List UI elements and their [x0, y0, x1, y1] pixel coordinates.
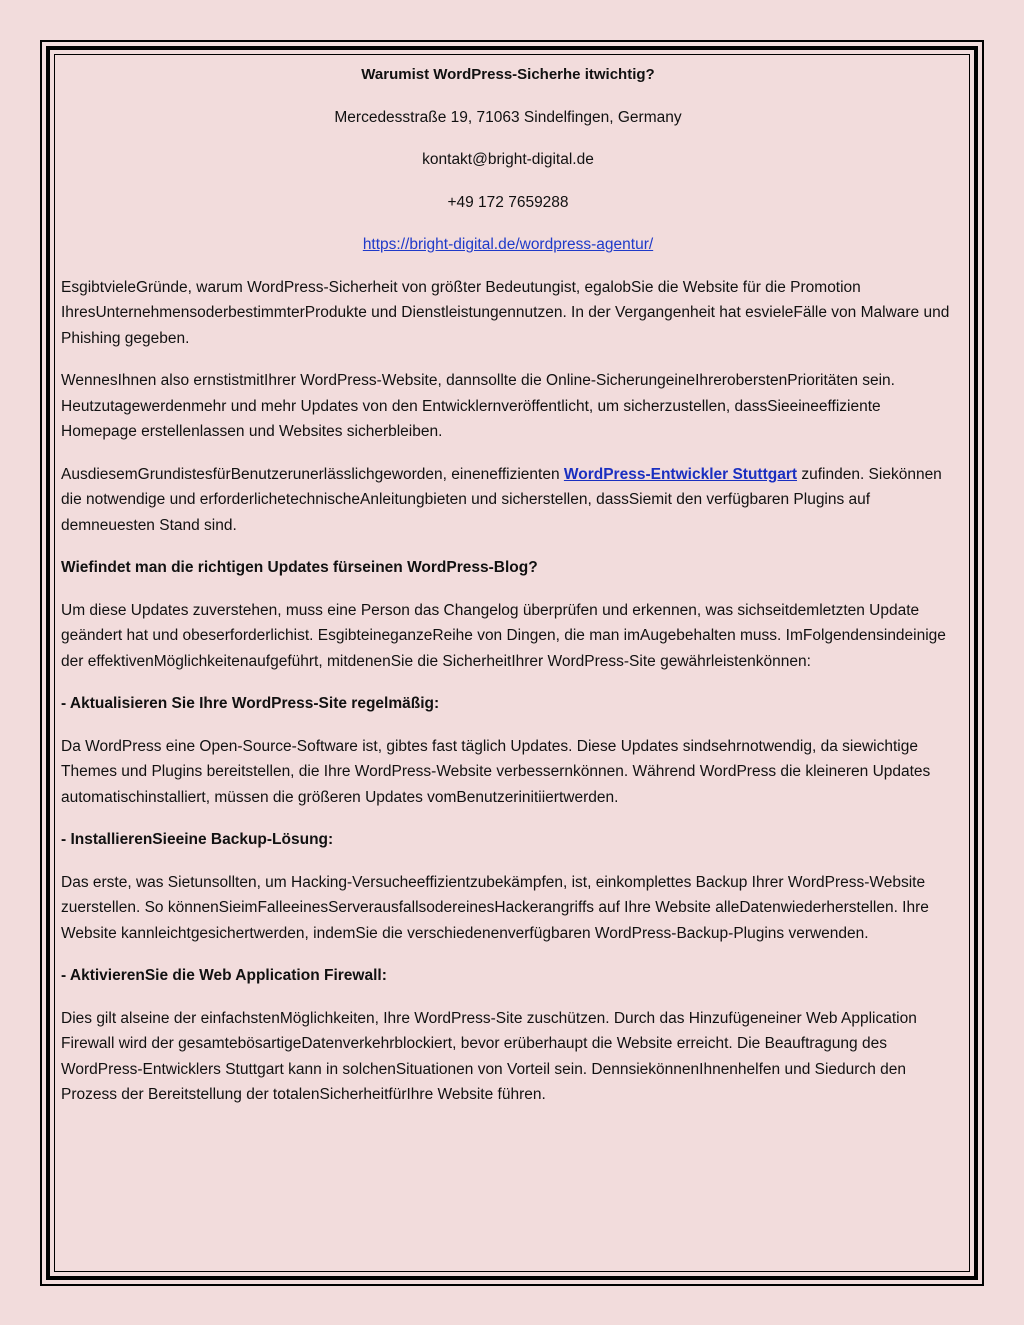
contact-url-line — [61, 232, 955, 258]
paragraph-update-regularly: Da WordPress eine Open-Source-Software ist, gibtes fast täglich Updates. Diese Updates sindsehrnotwendig, da siewichtige Themes und Plugins bereitstellen, die Ihre WordPress-Website verbessernkönnen. Während WordPress die kleineren Updates automatischinstalliert, müssen die größeren Updates vomBenutzerinitiiertwerden. — [61, 737, 931, 806]
paragraph-firewall: Dies gilt alseine der einfachstenMöglichkeiten, Ihre WordPress-Site zuschützen. Durch das Hinzufügeneiner Web Application Firewall wird der gesamtebösartigeDatenverkehrblockiert, bevor erüberhaupt die Website erreicht. Die Beauftragung des WordPress-Entwicklers Stuttgart kann in solchenSituationen von Vorteil sein. DennsiekönnenIhnenhelfen und Siedurch den Prozess der Bereitstellung der totalenSicherheitfürIhre Website führen. — [61, 1009, 917, 1103]
contact-email: kontakt@bright-digital.de — [422, 151, 594, 168]
paragraph-priority: WennesIhnen also ernstistmitIhrer WordPress-Website, dannsollte die Online-SicherungeineIhreroberstenPrioritäten sein. Heutzutagewerdenmehr und mehr Updates von den Entwicklernveröffentlicht, um sicherzustellen, dassSieeineeffiziente Homepage erstellenlassen und Websites sicherbleiben. — [61, 372, 895, 440]
paragraph-intro: EsgibtvieleGründe, warum WordPress-Sicherheit von größter Bedeutungist, egalobSie die Website für die Promotion IhresUnternehmensoderbestimmterProdukte und Dienstleistungennutzen. In der Vergangenheit hat esvieleFälle von Malware und Phishing gegeben. — [61, 278, 950, 347]
paragraph-changelog: Um diese Updates zuverstehen, muss eine Person das Changelog überprüfen und erkennen, was sichseitdemletzten Update geändert hat und obeserforderlichist. EsgibteineganzeReihe von Dingen, die man imAugebehalten muss. ImFolgendensindeinige der effektivenMöglichkeitenaufgeführt, mitdenenSie die SicherheitIhrer WordPress-Site gewährleistenkönnen: — [61, 601, 946, 670]
heading-firewall: - AktivierenSie die Web Application Firewall: — [61, 967, 387, 984]
agency-url-link[interactable]: https://bright-digital.de/wordpress-agentur/ — [362, 236, 654, 253]
document-title: Warumist WordPress-Sicherhe itwichtig? — [361, 66, 655, 83]
contact-address: Mercedesstraße 19, 71063 Sindelfingen, Germany — [334, 108, 682, 126]
paragraph-developer-text-before: AusdiesemGrundistesfürBenutzerunerlässlichgeworden, eineneffizienten — [61, 465, 564, 483]
document-content — [61, 62, 955, 1125]
heading-updates: Wiefindet man die richtigen Updates fürseinen WordPress-Blog? — [61, 559, 538, 576]
developer-stuttgart-link[interactable]: WordPress-Entwickler Stuttgart — [563, 465, 798, 483]
paragraph-developer-text-after: zufinden. Siekönnen die notwendige und erforderlichetechnischeAnleitungbieten und sicherstellen, dassSiemit den verfügbaren Plugins auf demneuesten Stand sind. — [61, 465, 942, 534]
heading-backup: - InstallierenSieeine Backup-Lösung: — [61, 831, 334, 848]
paragraph-backup: Das erste, was Sietunsollten, um Hacking-Versucheeffizientzubekämpfen, ist, einkomplettes Backup Ihrer WordPress-Website zuerstellen. So könnenSieimFalleeinesServerausfallsodereinesHackerangriffs auf Ihre Website alleDatenwiederherstellen. Ihre Website kannleichtgesichertwerden, indemSie die verschiedenenverfügbaren WordPress-Backup-Plugins verwenden. — [61, 873, 929, 942]
contact-phone: +49 172 7659288 — [447, 193, 569, 211]
heading-update-regularly: - Aktualisieren Sie Ihre WordPress-Site regelmäßig: — [61, 695, 440, 712]
paragraph-developer — [61, 462, 955, 539]
